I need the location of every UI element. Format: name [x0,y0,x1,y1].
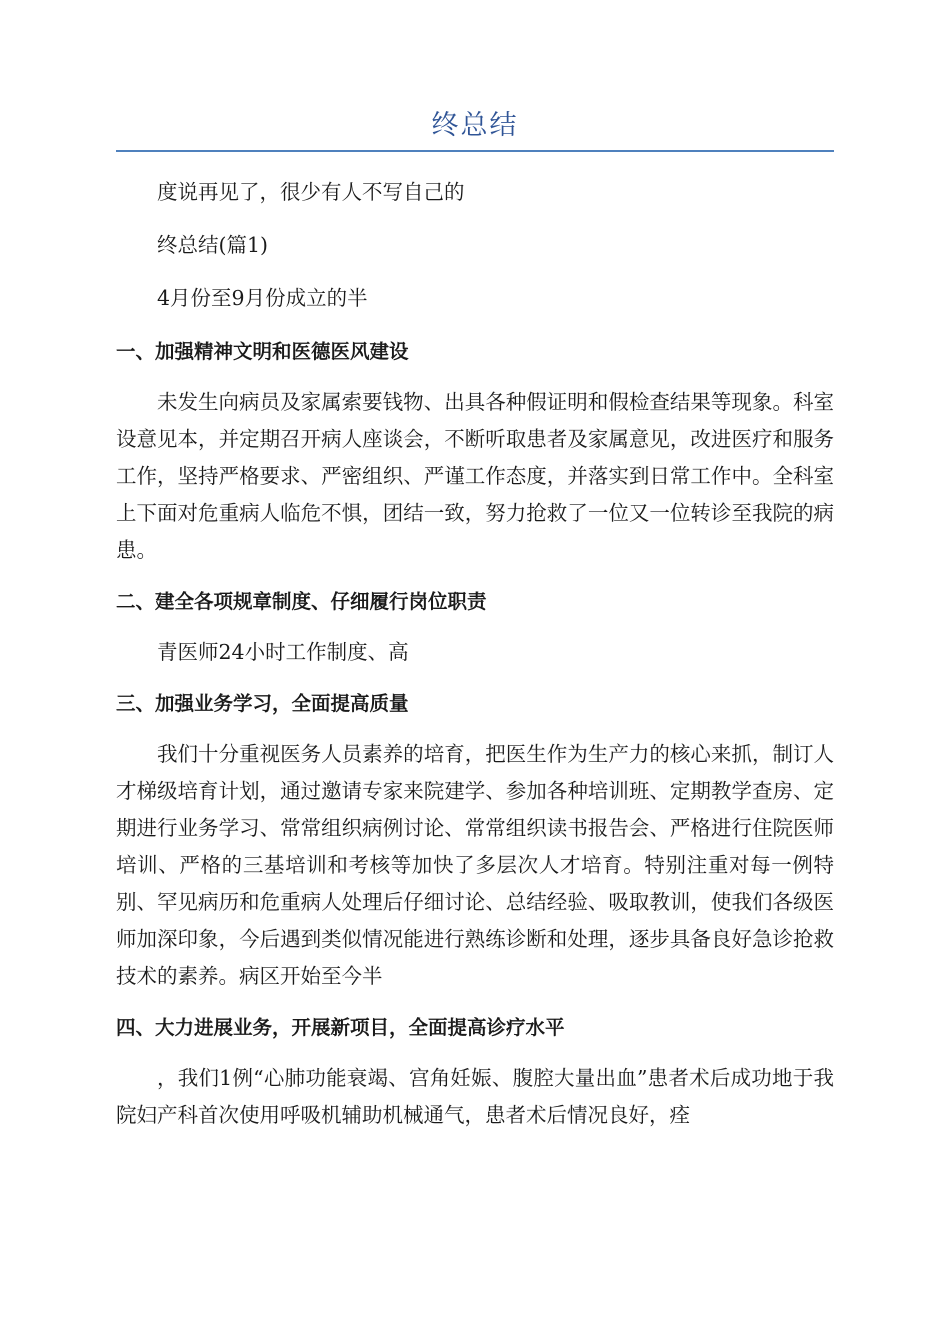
page-title: 终总结 [431,110,519,141]
title-block [116,108,834,152]
section-2-body: 青医师24小时工作制度、高 [157,640,409,664]
intro-line-1: 度说再见了，很少有人不写自己的 [157,180,465,204]
section-1-heading: 一、加强精神文明和医德医风建设 [116,340,409,363]
section-3-heading: 三、加强业务学习，全面提高质量 [116,692,409,715]
intro-line-2: 终总结(篇1) [157,233,269,257]
section-1-body: 未发生向病员及家属索要钱物、出具各种假证明和假检查结果等现象。科室设意见本，并定期召开病人座谈会，不断听取患者及家属意见，改进医疗和服务工作，坚持严格要求、严密组织、严谨工作态度，并落实到日常工作中。全科室上下面对危重病人临危不惧，团结一致，努力抢救了一位又一位转诊至我院的病患。 [116,390,834,562]
document-body [116,174,834,1148]
section-2-heading: 二、建全各项规章制度、仔细履行岗位职责 [116,590,487,613]
intro-line-3: 4月份至9月份成立的半 [157,286,368,310]
section-4-body: ，我们1例“心肺功能衰竭、宫角妊娠、腹腔大量出血”患者术后成功地于我院妇产科首次使用呼吸机辅助机械通气，患者术后情况良好，痊 [116,1066,834,1127]
section-4-heading: 四、大力进展业务，开展新项目，全面提高诊疗水平 [116,1016,565,1039]
section-3-body: 我们十分重视医务人员素养的培育，把医生作为生产力的核心来抓，制订人才梯级培育计划，通过邀请专家来院建学、参加各种培训班、定期教学查房、定期进行业务学习、常常组织病例讨论、常常组织读书报告会、严格进行住院医师培训、严格的三基培训和考核等加快了多层次人才培育。特别注重对每一例特别、罕见病历和危重病人处理后仔细讨论、总结经验、吸取教训，使我们各级医师加深印象，今后遇到类似情况能进行熟练诊断和处理，逐步具备良好急诊抢救技术的素养。病区开始至今半 [116,742,834,988]
